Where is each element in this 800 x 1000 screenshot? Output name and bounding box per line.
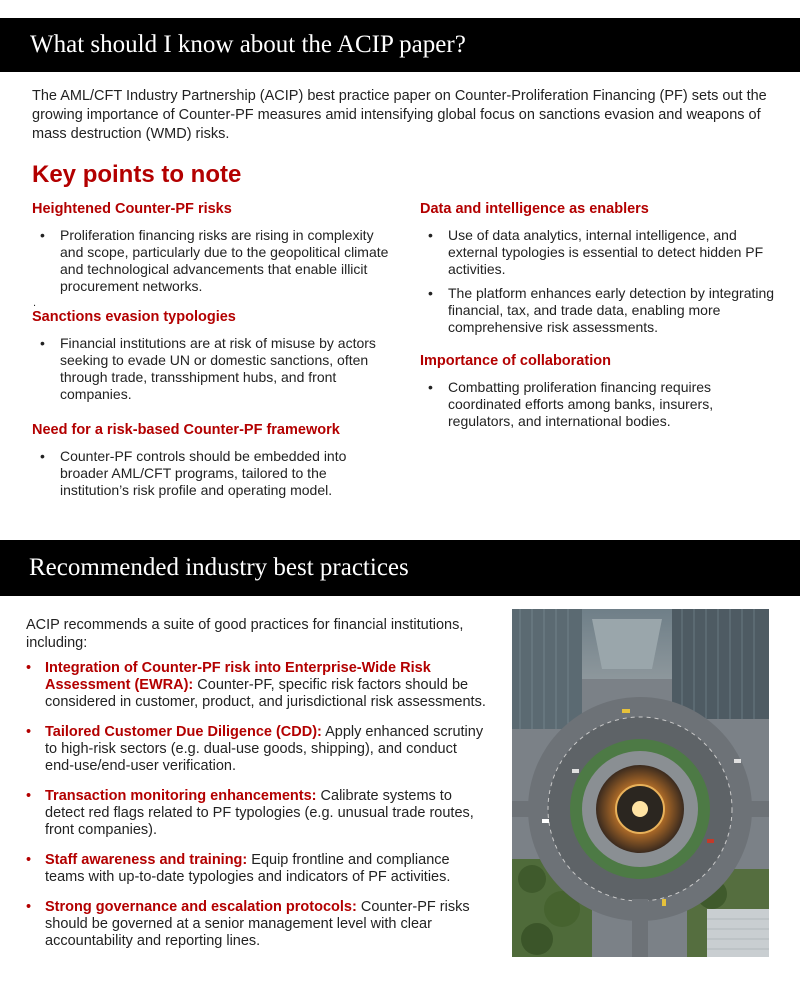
key-point-heading: Data and intelligence as enablers	[420, 201, 649, 217]
bullet-icon: •	[26, 660, 32, 676]
practice-heading: Strong governance and escalation protocols:	[45, 899, 357, 915]
aerial-city-illustration	[512, 609, 769, 957]
bullet-icon: •	[26, 899, 32, 915]
key-point-heading: Heightened Counter-PF risks	[32, 201, 232, 217]
key-point-heading: Importance of collaboration	[420, 353, 611, 369]
practice-text: Counter-PF risks should be governed at a senior management level with clear accountability and reporting lines.	[45, 899, 470, 949]
section-banner-acip-paper	[0, 18, 800, 72]
practice-text: Apply enhanced scrutiny to high-risk sectors (e.g. dual-use goods, shipping), and conduct end-use/end-user verification.	[45, 724, 484, 774]
section-banner-best-practices	[0, 540, 800, 596]
bullet-icon: •	[26, 788, 32, 804]
practice-heading: Integration of Counter-PF risk into Enterprise-Wide Risk Assessment (EWRA)	[45, 660, 431, 693]
key-point-section	[420, 200, 780, 336]
list-item	[26, 724, 486, 775]
section-title: Recommended industry best practices	[29, 554, 409, 581]
key-point-heading: Sanctions evasion typologies	[32, 309, 236, 325]
intro-paragraph: The AML/CFT Industry Partnership (ACIP) best practice paper on Counter-Proliferation Financing (PF) sets out the growing importance of Counter-PF measures amid intensifying global focus on sanctions evasion and weapons of mass destruction (WMD) risks.	[32, 88, 767, 142]
practice-heading: Transaction monitoring enhancements:	[45, 788, 317, 804]
key-point-bullet: • Combatting proliferation financing requires coordinated efforts among banks, insurers, regulators, and international bodies.	[428, 379, 714, 429]
key-point-heading: Need for a risk-based Counter-PF framework	[32, 422, 340, 438]
bullet-icon: •	[40, 335, 45, 351]
bullet-icon: •	[428, 379, 433, 395]
practice-heading-sep: :	[188, 677, 194, 693]
section-title: What should I know about the ACIP paper?	[30, 31, 466, 58]
bullet-icon: •	[26, 724, 32, 740]
bullet-icon: •	[428, 227, 433, 243]
key-point-section	[32, 421, 397, 499]
practice-heading: Tailored Customer Due Diligence (CDD):	[45, 724, 322, 740]
key-point-bullet: • Proliferation financing risks are rising in complexity and scope, particularly due to the geopolitical climate and technological advancements that enable illicit procurement networks.	[40, 227, 389, 294]
key-point-bullet: • Use of data analytics, internal intelligence, and external typologies is essential to detect hidden PF activities.	[428, 227, 764, 277]
key-point-bullet: • Financial institutions are at risk of misuse by actors seeking to evade UN or domestic sanctions, often through trade, transshipment hubs, and front companies.	[40, 335, 376, 402]
key-point-bullet: • The platform enhances early detection by integrating financial, tax, and trade data, enabling more comprehensive risk assessments.	[428, 285, 775, 335]
bullet-icon: •	[428, 285, 433, 301]
list-item	[26, 852, 486, 886]
bullet-icon: •	[40, 227, 45, 243]
aerial-city-photo	[512, 609, 769, 957]
key-point-bullet: • Counter-PF controls should be embedded into broader AML/CFT programs, tailored to the institution’s risk profile and operating model.	[40, 448, 347, 498]
key-point-section	[32, 308, 397, 403]
key-points-right-column	[420, 200, 780, 444]
key-points-left-column	[32, 200, 397, 513]
practice-text: Equip frontline and compliance teams with up-to-date typologies and indicators of PF activities.	[45, 852, 451, 885]
stray-dot: .	[33, 297, 37, 309]
best-practices-intro: ACIP recommends a suite of good practices for financial institutions, including:	[26, 617, 464, 651]
key-points-title: Key points to note	[32, 161, 242, 188]
practice-text: Counter-PF, specific risk factors should be considered in customer, product, and jurisdictional risk assessments.	[45, 677, 486, 710]
key-point-section	[420, 352, 780, 430]
bullet-icon: •	[26, 852, 32, 868]
list-item	[26, 660, 486, 711]
bullet-icon: •	[40, 448, 45, 464]
best-practices-list	[26, 660, 486, 963]
practice-text: Calibrate systems to detect red flags related to PF typologies (e.g. unusual trade routes, front companies).	[45, 788, 474, 838]
list-item	[26, 899, 486, 950]
practice-heading: Staff awareness and training:	[45, 852, 248, 868]
key-point-section	[32, 200, 397, 295]
list-item	[26, 788, 486, 839]
